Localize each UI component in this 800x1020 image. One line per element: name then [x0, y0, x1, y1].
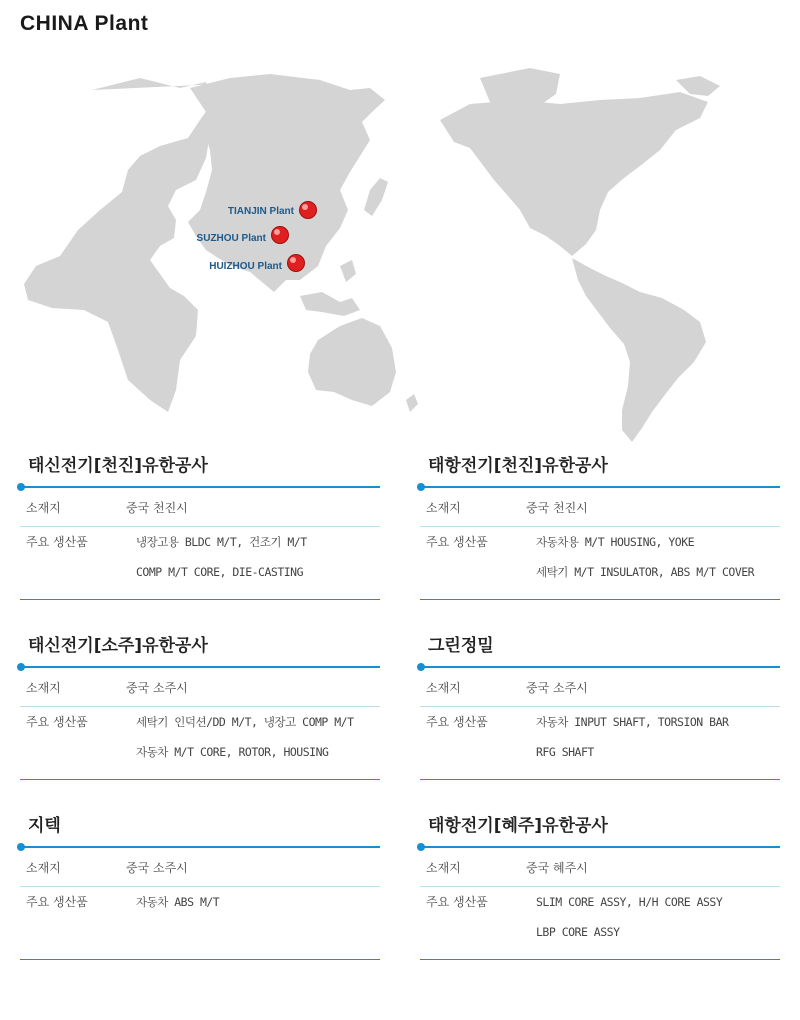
location-label: 소재지: [426, 681, 461, 695]
products-row: [420, 707, 780, 773]
product-line: LBP CORE ASSY: [536, 925, 620, 939]
company-name: 지텍: [28, 816, 61, 836]
location-label: 소재지: [26, 501, 61, 515]
card-rule: [20, 666, 380, 668]
products-row: [20, 887, 380, 923]
company-name: 그린정밀: [428, 636, 494, 656]
product-line: 자동차용 M/T HOUSING, YOKE: [536, 535, 695, 549]
location-value: 중국 소주시: [126, 861, 188, 875]
world-map: [0, 60, 800, 450]
location-label: 소재지: [426, 501, 461, 515]
products-label: 주요 생산품: [426, 895, 488, 909]
pin-label-suzhou: SUZHOU Plant: [196, 233, 266, 244]
products-row: [20, 707, 380, 773]
card-rule: [420, 486, 780, 488]
company-name: 태항전기[혜주]유한공사: [428, 816, 608, 836]
products-label: 주요 생산품: [426, 715, 488, 729]
card-rule: [20, 486, 380, 488]
rule-dot-icon: [417, 843, 425, 851]
product-line: 세탁기 M/T INSULATOR, ABS M/T COVER: [536, 565, 755, 579]
products-label: 주요 생산품: [426, 535, 488, 549]
rule-dot-icon: [17, 483, 25, 491]
card-rule: [420, 666, 780, 668]
company-name: 태신전기[천진]유한공사: [28, 456, 208, 476]
card-rule: [420, 846, 780, 848]
card-bottom-rule: [420, 599, 780, 600]
products-label: 주요 생산품: [26, 895, 88, 909]
products-label: 주요 생산품: [26, 535, 88, 549]
location-value: 중국 소주시: [526, 681, 588, 695]
product-line: COMP M/T CORE, DIE-CASTING: [136, 565, 304, 579]
location-label: 소재지: [426, 861, 461, 875]
rule-dot-icon: [17, 843, 25, 851]
products-row: [420, 527, 780, 593]
product-line: 자동차 INPUT SHAFT, TORSION BAR: [536, 715, 729, 729]
location-row: [20, 670, 380, 707]
company-card: [420, 814, 780, 953]
location-label: 소재지: [26, 861, 61, 875]
location-value: 중국 천진시: [526, 501, 588, 515]
card-bottom-rule: [20, 959, 380, 960]
pin-label-huizhou: HUIZHOU Plant: [209, 261, 282, 272]
company-card: [20, 454, 380, 593]
product-line: 세탁기 인덕션/DD M/T, 냉장고 COMP M/T: [136, 715, 354, 729]
products-row: [20, 527, 380, 593]
location-row: [420, 850, 780, 887]
product-line: RFG SHAFT: [536, 745, 594, 759]
continents: [24, 68, 720, 442]
rule-dot-icon: [417, 483, 425, 491]
pin-label-tianjin: TIANJIN Plant: [227, 206, 294, 217]
location-row: [420, 490, 780, 527]
company-card: [420, 634, 780, 773]
company-card: [20, 814, 380, 923]
product-line: 냉장고용 BLDC M/T, 건조기 M/T: [136, 535, 307, 549]
company-card: [20, 634, 380, 773]
company-name: 태신전기[소주]유한공사: [28, 636, 208, 656]
location-value: 중국 천진시: [126, 501, 188, 515]
company-name: 태항전기[천진]유한공사: [428, 456, 608, 476]
location-value: 중국 혜주시: [526, 861, 588, 875]
rule-dot-icon: [417, 663, 425, 671]
products-row: [420, 887, 780, 953]
card-bottom-rule: [20, 779, 380, 780]
location-value: 중국 소주시: [126, 681, 188, 695]
location-row: [20, 850, 380, 887]
rule-dot-icon: [17, 663, 25, 671]
page-title: CHINA Plant: [20, 12, 149, 35]
company-card: [420, 454, 780, 593]
products-label: 주요 생산품: [26, 715, 88, 729]
product-line: SLIM CORE ASSY, H/H CORE ASSY: [536, 895, 723, 909]
card-bottom-rule: [20, 599, 380, 600]
location-row: [20, 490, 380, 527]
card-bottom-rule: [420, 779, 780, 780]
card-rule: [20, 846, 380, 848]
card-bottom-rule: [420, 959, 780, 960]
location-label: 소재지: [26, 681, 61, 695]
location-row: [420, 670, 780, 707]
product-line: 자동차 M/T CORE, ROTOR, HOUSING: [136, 745, 329, 759]
product-line: 자동차 ABS M/T: [136, 895, 220, 909]
